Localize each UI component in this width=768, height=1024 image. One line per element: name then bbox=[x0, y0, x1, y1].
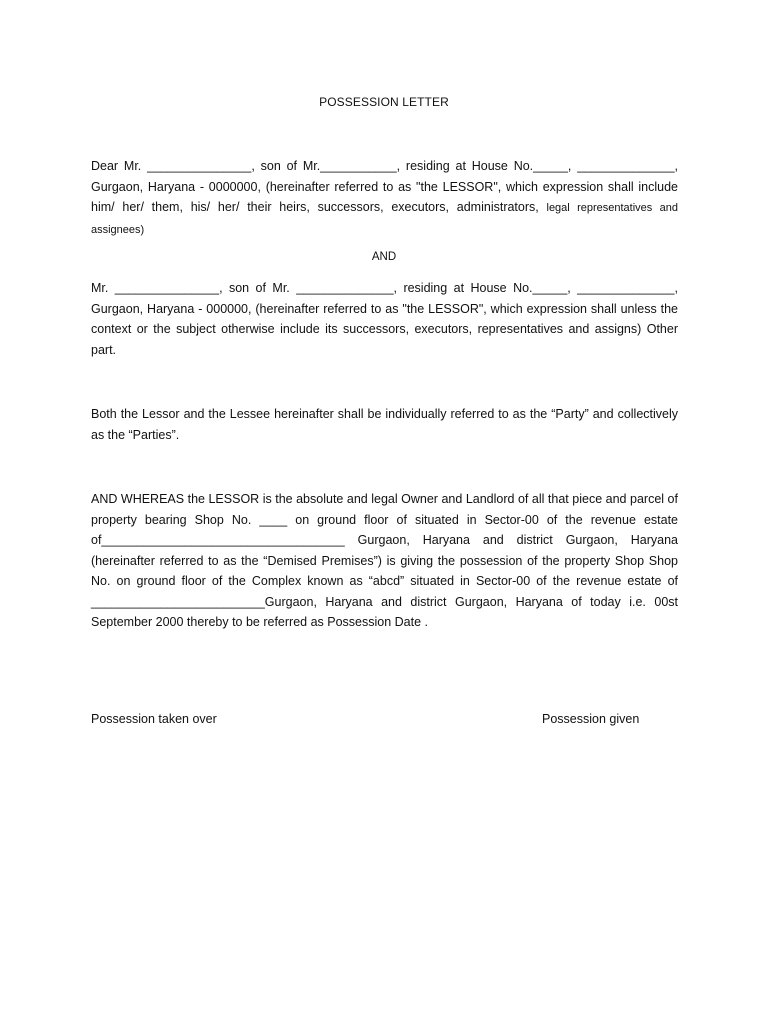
document-title: POSSESSION LETTER bbox=[319, 95, 449, 109]
and-separator: AND bbox=[371, 251, 397, 263]
lessor-paragraph-small-text: legal representatives and assignees) bbox=[91, 202, 678, 236]
second-party-paragraph: Mr. _______________, son of Mr. ______________, residing at House No._____, ______________, Gurgaon, Haryana - 000000, (hereinafter referred to as "the LESSOR", which expression shall unless the context or the subject otherwise include its successors, executors, representatives and assigns) Other part. bbox=[91, 281, 678, 357]
lessor-paragraph bbox=[91, 156, 678, 240]
possession-given-label: Possession given bbox=[542, 712, 640, 726]
possession-taken-over-label: Possession taken over bbox=[91, 712, 217, 726]
whereas-paragraph: AND WHEREAS the LESSOR is the absolute and legal Owner and Landlord of all that piece and parcel of property bearing Shop No. ____ on ground floor of situated in Sector-00 of the revenue estate of___________________________________ Gurgaon, Haryana and district Gurgaon, Haryana (hereinafter referred to as the “Demised Premises”) is giving the possession of the property Shop Shop No. on ground floor of the Complex known as “abcd” situated in Sector-00 of the revenue estate of _________________________Gurgaon, Haryana and district Gurgaon, Haryana of today i.e. 00st September 2000 thereby to be referred as Possession Date . bbox=[91, 492, 678, 629]
lessor-paragraph-text: Dear Mr. _______________, son of Mr.___________, residing at House No._____, ______________, Gurgaon, Haryana - 0000000, (hereinafter referred to as "the LESSOR", which expression shall include him/ her/ them, his/ her/ their heirs, successors, executors, administrators, bbox=[91, 159, 678, 214]
parties-definition-paragraph: Both the Lessor and the Lessee hereinafter shall be individually referred to as the “Party” and collectively as the “Parties”. bbox=[91, 407, 678, 442]
